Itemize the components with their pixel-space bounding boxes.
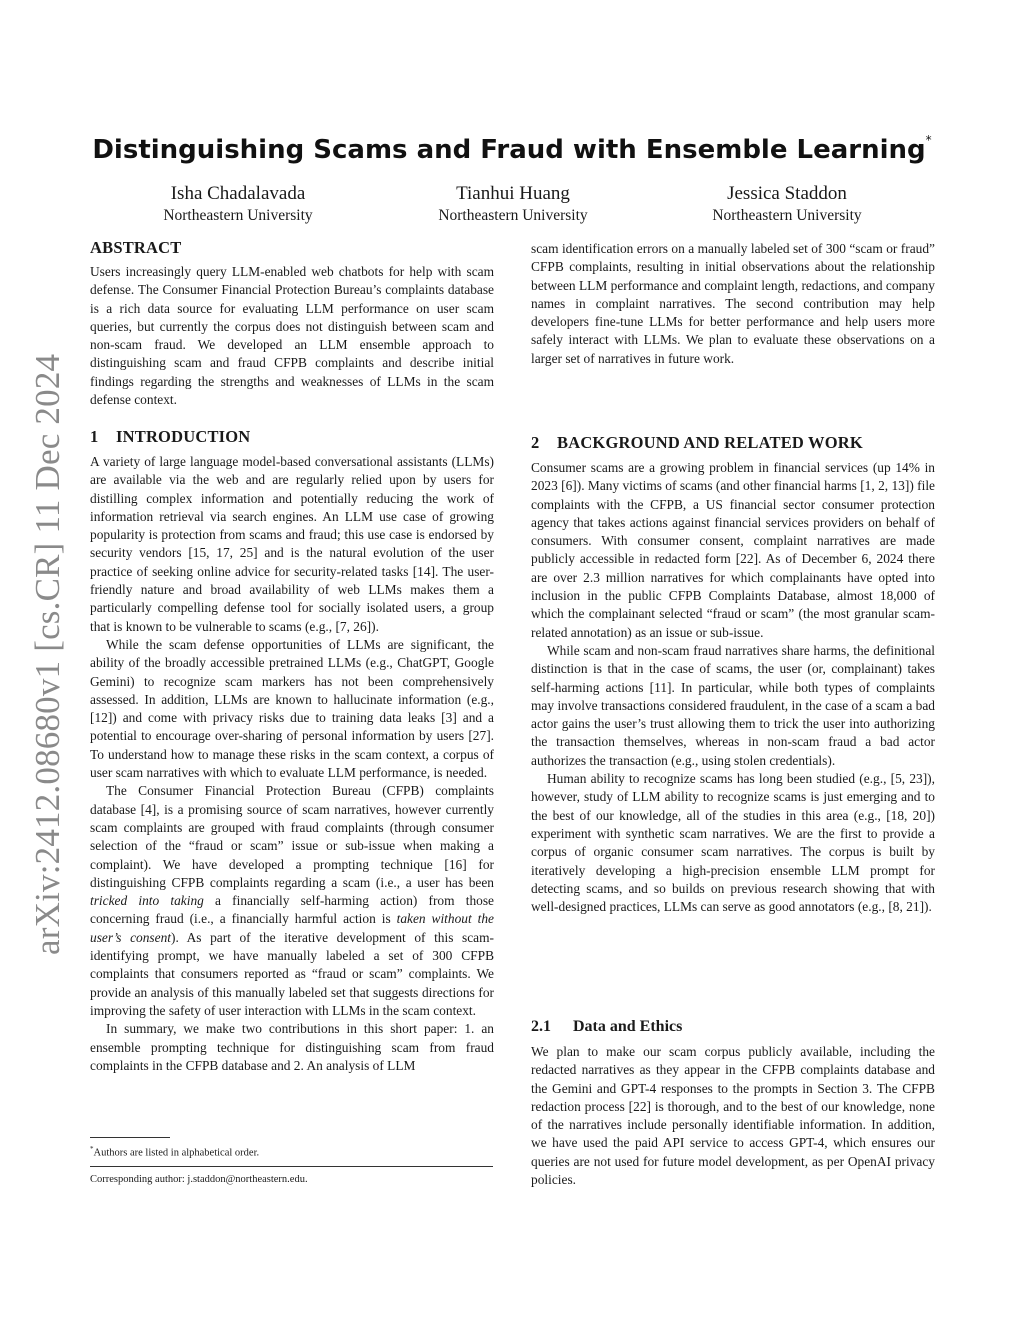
abstract-heading: ABSTRACT (90, 238, 182, 257)
text-run: a financially self-harming action) from those concerning fraud (i.e., a financially harmful action is (90, 893, 494, 927)
background-paragraph-2: While scam and non-scam fraud narratives share harms, the definitional distinction is that in the case of scams, the user (or, complainant) takes self-harming actions [11]. In particular, while both types of complaints may involve transactions considered fraudulent, in the case of a scam a bad actor gains the user’s trust allowing them to trick the user into authorizing the transaction themselves, whereas in non-scam fraud a bad actor authorizes the transaction (e.g., using stolen credentials). (531, 642, 935, 768)
data-ethics-heading (531, 1017, 935, 1037)
author-name: Tianhui Huang (456, 183, 570, 204)
continued-paragraph: scam identification errors on a manually labeled set of 300 “scam or fraud” CFPB complaints, resulting in initial observations about the relationship between LLM performance and complaint length, redactions, and company names in complaint narratives. The second contribution may help developers fine-tune LLMs for better performance and help users more safely interact with LLMs. We plan to evaluate these observations on a larger set of narratives in future work. (531, 241, 935, 366)
footnote-divider (90, 1166, 493, 1167)
abstract-section (90, 238, 494, 409)
intro-paragraph-3 (90, 782, 494, 1020)
author-affiliation: Northeastern University (712, 207, 862, 224)
data-ethics-paragraph: We plan to make our scam corpus publicly available, including the redacted narratives as they appear in the CFPB complaints database and the Gemini and GPT-4 responses to the prompts in Section 3. The CFPB redaction process [22] is thorough, and to the best of our knowledge, none of the narratives include personally identifiable information. In addition, we have used the paid API service to access GPT-4, which ensures our queries are not used for future model development, as per OpenAI privacy policies. (531, 1044, 935, 1188)
footnote-rule (90, 1137, 170, 1138)
footnote-mark: * (90, 1145, 94, 1153)
background-paragraph-3: Human ability to recognize scams has long been studied (e.g., [5, 23]), however, study of LLM ability to recognize scams is just emerging and to the best of our knowledge, all of the studies in this area (e.g., [18, 20]) experiment with synthetic scam narratives. We are the first to provide a corpus of organic consumer scam narratives. The corpus is built by iteratively developing a high-precision ensemble LLM prompt for detecting scams, and so builds on previous research showing that with well-designed practices, LLMs can serve as good annotators (e.g., [8, 21]). (531, 771, 935, 915)
section-title: INTRODUCTION (116, 427, 251, 446)
corresponding-author: Corresponding author: j.staddon@northeastern.edu. (90, 1174, 308, 1185)
author-block-3 (657, 182, 917, 226)
background-heading (531, 433, 935, 453)
footnote-authors (90, 1143, 259, 1160)
intro-paragraph-2: While the scam defense opportunities of LLMs are significant, the ability of the broadly accessible pretrained LLMs (e.g., ChatGPT, Google Gemini) to recognize scam markers has not been comprehensively assessed. In addition, LLMs are known to hallucinate information (e.g., [12]) and come with privacy risks due to training data leaks [3] and a potential to encourage over-sharing of personal information by users [27]. To understand how to manage these risks in the scam context, a corpus of user scam narratives with which to evaluate LLM performance, is needed. (90, 636, 494, 781)
title-text: Distinguishing Scams and Fraud with Ensemble Learning (92, 135, 926, 165)
emphasis: taken without the user’s consent (90, 911, 494, 945)
intro-heading (90, 427, 494, 447)
author-affiliation: Northeastern University (438, 207, 588, 224)
section-title: BACKGROUND AND RELATED WORK (557, 433, 863, 452)
introduction-section (90, 427, 494, 1075)
text-run: ). As part of the iterative development of this scam-identifying prompt, we have manually labeled a set of 300 CFPB complaints that consumers reported as “fraud or scam” complaints. We provide an analysis of this manually labeled set that suggests directions for improving the safety of user interaction with LLMs in the scam context. (90, 929, 494, 1018)
background-section (531, 433, 935, 916)
text-run: The Consumer Financial Protection Bureau (CFPB) complaints database [4], is a promising source of scam narratives, however currently scam complaints are grouped with fraud complaints (through consumer selection of the “fraud or scam” issue or sub-issue when making a complaint). We have developed a prompting technique [16] for distinguishing CFPB complaints regarding a scam (i.e., a user has been (90, 783, 494, 890)
author-block-2 (383, 182, 643, 226)
abstract-text: Users increasingly query LLM-enabled web chatbots for help with scam defense. The Consumer Financial Protection Bureau’s complaints database is a rich data source for evaluating LLM performance on user scam queries, but currently the corpus does not distinguish between scam and non-scam fraud. We developed an LLM ensemble approach to distinguishing scam and fraud CFPB complaints and describe initial findings regarding the strengths and weaknesses of LLMs in the scam defense context. (90, 264, 494, 408)
intro-paragraph-4: In summary, we make two contributions in this short paper: 1. an ensemble prompting technique for distinguishing scam from fraud complaints in the CFPB database and 2. An analysis of LLM (90, 1021, 494, 1073)
author-block-1 (108, 182, 368, 226)
intro-paragraph-1: A variety of large language model-based conversational assistants (LLMs) are available via the web and are regularly relied upon by users for distilling complex information and potentially reducing the work of information retrieval via search engines. An LLM use case of growing popularity is protection from scams and fraud; this use case is endorsed by security vendors [15, 17, 25] and is the natural evolution of the user practice of seeking online advice for security-related tasks [14]. The user-friendly nature and broad availability of web LLMs makes them a particularly compelling defense tool for socially isolated users, a group that is known to be vulnerable to scams (e.g., [7, 26]). (90, 454, 494, 634)
author-affiliation: Northeastern University (163, 207, 313, 224)
author-name: Isha Chadalavada (170, 183, 306, 204)
arxiv-stamp: arXiv:2412.08680v1 [cs.CR] 11 Dec 2024 (28, 353, 67, 955)
paper-title (80, 133, 944, 165)
author-name: Jessica Staddon (727, 183, 847, 204)
data-ethics-section (531, 1017, 935, 1189)
section-number: 1 (90, 427, 99, 446)
subsection-title: Data and Ethics (573, 1018, 683, 1035)
footnote-text: Authors are listed in alphabetical order. (93, 1147, 260, 1159)
background-paragraph-1: Consumer scams are a growing problem in financial services (up 14% in 2023 [6]). Many victims of scams (and other financial harms [1, 2, 13]) file complaints with the CFPB, a US financial sector consumer protection agency that takes actions against financial services providers on behalf of consumers. With consumer consent, complaint narratives are made publicly accessible in redacted form [22]. As of December 6, 2024 there are over 2.3 million narratives for which complainants have opted into inclusion in the public CFPB Complaints Database, almost 18,000 of which the complainant selected “fraud or scam” (the most granular scam-related annotation) as an issue or sub-issue. (531, 460, 935, 640)
emphasis: tricked into taking (90, 893, 204, 909)
section-number: 2 (531, 433, 540, 452)
title-footnote-mark: * (925, 133, 932, 147)
subsection-number: 2.1 (531, 1018, 551, 1035)
abstract-continuation (531, 240, 935, 368)
